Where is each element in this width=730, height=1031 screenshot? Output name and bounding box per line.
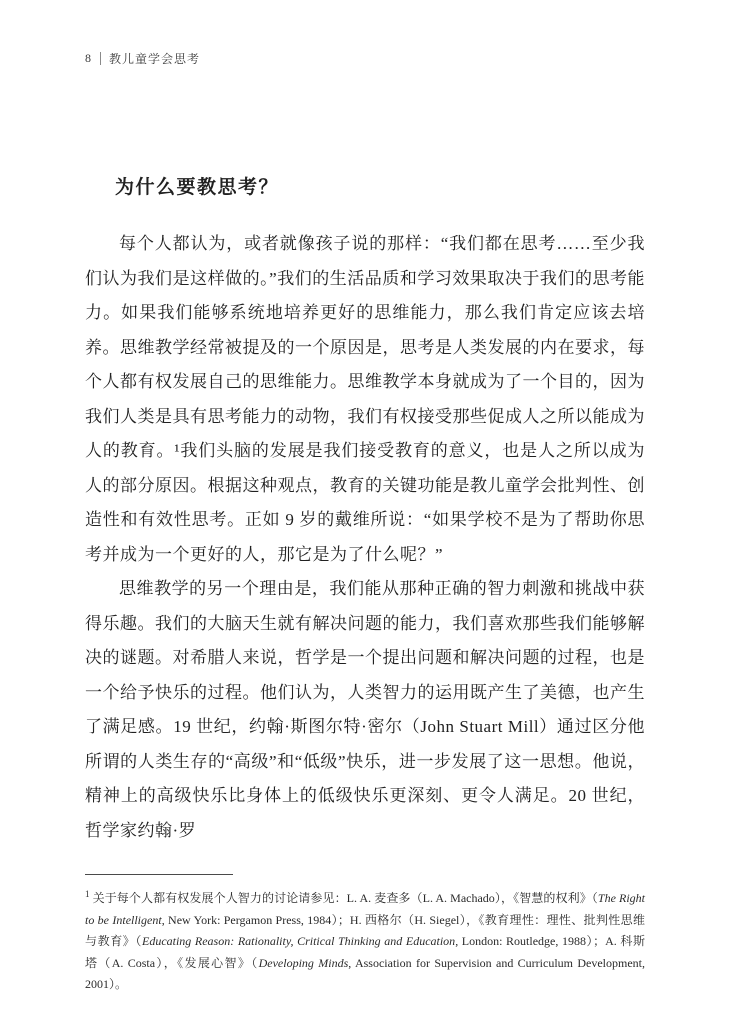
footnote-area: [85, 874, 645, 996]
paragraph-2: 思维教学的另一个理由是，我们能从那种正确的智力刺激和挑战中获得乐趣。我们的大脑天生就有解决问题的能力，我们喜欢那些我们能够解决的谜题。对希腊人来说，哲学是一个提出问题和解决问题的过程，也是一个给予快乐的过程。他们认为，人类智力的运用既产生了美德，也产生了满足感。19 世纪，约翰·斯图尔特·密尔（John Stuart Mill）通过区分他所谓的人类生存的“高级”和“低级”快乐，进一步发展了这一思想。他说，精神上的高级快乐比身体上的低级快乐更深刻、更令人满足。20 世纪，哲学家约翰·罗: [85, 579, 645, 840]
page-content: [85, 172, 645, 848]
footnote-marker: 1: [85, 889, 90, 899]
footnote-divider: [85, 874, 233, 875]
footnote: [85, 884, 645, 996]
running-title: 教儿童学会思考: [109, 51, 201, 66]
section-title: 为什么要教思考？: [115, 177, 280, 198]
header-divider: [100, 52, 101, 65]
paragraph-1: 每个人都认为，或者就像孩子说的那样：“我们都在思考……至少我们认为我们是这样做的。”我们的生活品质和学习效果取决于我们的思考能力。如果我们能够系统地培养更好的思维能力，那么我们肯定应该去培养。思维教学经常被提及的一个原因是，思考是人类发展的内在要求，每个人都有权发展自己的思维能力。思维教学本身就成为了一个目的，因为我们人类是具有思考能力的动物，我们有权接受那些促成人之所以能成为人的教育。¹我们头脑的发展是我们接受教育的意义，也是人之所以成为人的部分原因。根据这种观点，教育的关键功能是教儿童学会批判性、创造性和有效性思考。正如 9 岁的戴维所说：“如果学校不是为了帮助你思考并成为一个更好的人，那它是为了什么呢？”: [85, 234, 645, 564]
body-copy: [85, 227, 645, 848]
footnote-text: 关于每个人都有权发展个人智力的讨论请参见：L. A. 麦查多（L. A. Machado），《智慧的权利》（The Right to be Intelligent, New York: Pergamon Press, 1984）；H. 西格尔（H. Siegel），《教育理性：理性、批判性思维与教育》（Educating Reason: Rationality, Critical Thinking and Education, London: Routledge, 1988）；A. 科斯塔（A. Costa），《发展心智》（Developing Minds, Association for Supervision and Curriculum Development, 2001）。: [85, 891, 646, 991]
running-header: [85, 50, 645, 66]
page-number: 8: [85, 50, 92, 65]
